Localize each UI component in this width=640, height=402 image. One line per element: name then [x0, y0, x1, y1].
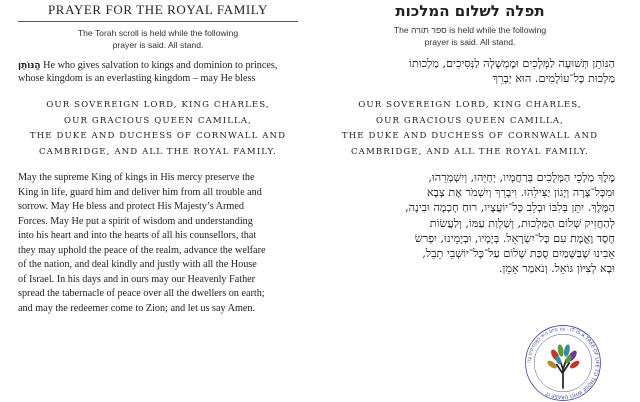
hebrew-intro: [325, 56, 615, 86]
english-royal-names: [18, 98, 298, 160]
hebrew-prayer-body: [325, 170, 615, 276]
english-prayer-body: [18, 171, 298, 316]
english-body-line: spread the tabernacle of peace over all the dwellers on earth;: [18, 288, 265, 299]
english-intro-text: He who gives salvation to kings and dominion to princes, whose kingdom is an everlasting kingdom – may He bless: [18, 60, 278, 84]
hebrew-body-line: וּבָא לְצִיּוֹן גּוֹאֵל. וְנֹאמַר אָמֵן.: [498, 262, 615, 276]
english-body-line: of the nation, and deal kindly and justly with all the House: [18, 259, 257, 270]
hebrew-instruction-line-2: prayer is said. All stand.: [424, 37, 516, 47]
hebrew-body-line: וּמִכָּל־צָרָה וְיָגוֹן יַצִּילֵהוּ. וִיבָרֵךְ וְיִשְׁמֹר אֶת צְבָא: [426, 186, 615, 200]
hebrew-body-line: חֶסֶד וֶאֱמֶת עִם כָּל־יִשְׂרָאֵל. בְּיָמָיו, וּבְיָמֵינוּ, יִפְרשׂ: [414, 231, 615, 245]
english-intro: [18, 60, 298, 85]
hebrew-royal-line: OUR GRACIOUS QUEEN CAMILLA,: [375, 115, 565, 126]
english-body-line: sorrow. May He bless and protect His Majesty’s Armed: [18, 201, 244, 212]
english-body-line: and may the redeemer come to Zion; and let us say Amen.: [18, 302, 256, 314]
hebrew-body-line: הַמֶּלֶךְ. יִתֵּן בְּלִבּוֹ וּבְלֵב כָּל־יוֹעֲצָיו, רוּחַ חָכְמָה וּבִינָה,: [405, 201, 615, 215]
logo-outer-ring: [526, 326, 601, 401]
hebrew-body-line: אָבִינוּ שֶׁבַּשָּׁמַיִם סֻכַּת שָׁלוֹם עַל־כָּל־יוֹשְׁבֵי תֵבֵל,: [422, 247, 615, 261]
english-body-line: King in life, guard him and deliver him from all trouble and: [18, 186, 262, 198]
english-instruction: [18, 27, 298, 51]
hebrew-instruction-line-1: The ספר תורה is held while the following: [393, 25, 547, 35]
english-instruction-line-1: The Torah scroll is held while the following: [77, 28, 239, 38]
english-body-line: they may uphold the peace of the realm, advance the welfare: [18, 244, 266, 256]
logo-ring-text: עֵץ חַיִּים הִיא לַמַּחֲזִיקִים בָּהּ · IT IS A TREE OF LIFE TO THOSE WHO GRASP IT: [527, 327, 599, 399]
english-royal-line: THE DUKE AND DUCHESS OF CORNWALL AND: [29, 131, 287, 141]
hebrew-royal-names: [325, 98, 615, 160]
hebrew-intro-line: מַלְכוּת כָּל־עוֹלָמִים. הוּא יְבָרֵךְ: [492, 72, 615, 85]
hebrew-royal-line: THE DUKE AND DUCHESS OF CORNWALL AND: [341, 131, 599, 141]
hebrew-instruction: [325, 24, 615, 48]
english-instruction-line-2: prayer is said. All stand.: [112, 40, 204, 50]
english-royal-line: OUR SOVEREIGN LORD, KING CHARLES,: [46, 100, 270, 110]
tree-of-life-logo: [524, 324, 602, 402]
hebrew-body-line: לְהַחֲזִיק שְׁלוֹם הַמַּלְכוּת, וְשַׁלְוַת עַמּוֹ, וְלַעֲשׂוֹת: [429, 216, 615, 230]
hebrew-column: [325, 0, 615, 276]
english-title: PRAYER FOR THE ROYAL FAMILY: [18, 2, 298, 22]
english-body-line: into his heart and into the hearts of all his counsellors, that: [18, 230, 257, 241]
english-body-line: May the supreme King of kings in His mercy preserve the: [18, 172, 255, 183]
english-body-line: Forces. May He put a spirit of wisdom and understanding: [18, 215, 253, 227]
english-royal-line: OUR GRACIOUS QUEEN CAMILLA,: [63, 115, 253, 126]
english-column: [18, 0, 298, 316]
english-body-line: of Israel. In his days and in ours may our Heavenly Father: [18, 273, 256, 285]
english-royal-line: CAMBRIDGE, AND ALL THE ROYAL FAMILY.: [38, 146, 278, 157]
hebrew-body-line: מֶלֶךְ מַלְכֵי הַמְּלָכִים בְּרַחֲמָיו, יְחַיֵּהוּ, וְיִשְׁמְרֵהוּ,: [428, 171, 615, 184]
hebrew-title: תפלה לשלום המלכות: [395, 2, 545, 20]
hebrew-intro-line: הַנּוֹתֵן תְּשׁוּעָה לַמְּלָכִים וּמֶמְשָׁלָה לַנְּסִיכִים, מַלְכוּתוֹ: [409, 57, 615, 70]
english-intro-hebrew-lead: הַנּוֹתֵן: [18, 61, 41, 71]
hebrew-royal-line: CAMBRIDGE, AND ALL THE ROYAL FAMILY.: [350, 146, 590, 157]
hebrew-royal-line: OUR SOVEREIGN LORD, KING CHARLES,: [358, 100, 582, 110]
